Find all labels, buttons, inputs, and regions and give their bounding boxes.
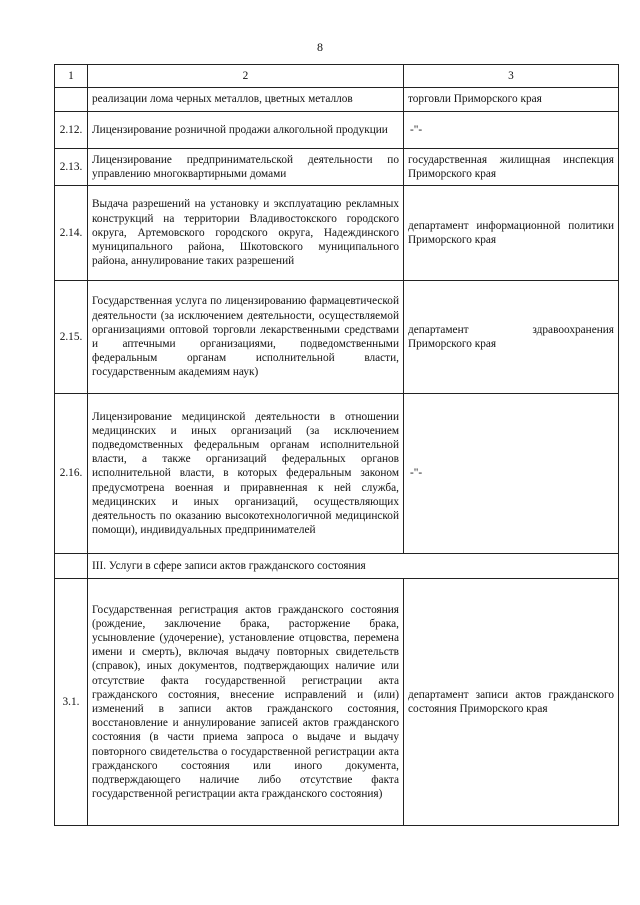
column-header-agency: 3: [404, 65, 619, 88]
table-row: [55, 281, 619, 394]
service-description: Выдача разрешений на установку и эксплуатацию рекламных конструкций на территории Владивостокского городского округа, Артемовского городского округа, Надеждинского муниципального района, Шкотовского муниципального района, аннулирование таких разрешений: [88, 186, 404, 281]
service-description: реализации лома черных металлов, цветных металлов: [88, 88, 404, 112]
responsible-agency: департамент здравоохранения Приморского края: [404, 281, 619, 394]
ditto-mark: -"-: [410, 467, 423, 480]
column-header-number: 1: [55, 65, 88, 88]
row-number: 2.13.: [55, 149, 88, 186]
services-table: [54, 64, 619, 826]
row-number: 2.15.: [55, 281, 88, 394]
row-number: 2.16.: [55, 394, 88, 554]
table-row: [55, 579, 619, 826]
service-description: Лицензирование медицинской деятельности в отношении медицинских и иных организаций (за исключением подведомственных федеральным органам исполнительной власти, а также организаций федеральных органов исполнительной власти, в которых федеральным законом предусмотрена военная и приравненная к ней служба, медицинских и иных организаций, осуществляющих деятельность по оказанию высокотехнологичной медицинской помощи), индивидуальных предпринимателей: [88, 394, 404, 554]
row-number: [55, 88, 88, 112]
table-row: [55, 88, 619, 112]
row-number: 2.14.: [55, 186, 88, 281]
responsible-agency: государственная жилищная инспекция Приморского края: [404, 149, 619, 186]
service-description: Государственная услуга по лицензированию фармацевтической деятельности (за исключением деятельности, осуществляемой организациями оптовой торговли лекарственными средствами и аптечными организациями, подведомственными федеральным органам исполнительной власти, государственным академиям наук): [88, 281, 404, 394]
table-row: [55, 149, 619, 186]
responsible-agency: [404, 394, 619, 554]
page-number: 8: [317, 40, 323, 54]
responsible-agency: торговли Приморского края: [404, 88, 619, 112]
row-number: 2.12.: [55, 112, 88, 149]
responsible-agency: [404, 112, 619, 149]
section-row: [55, 554, 619, 579]
column-header-service: 2: [88, 65, 404, 88]
service-description: Лицензирование предпринимательской деятельности по управлению многоквартирными домами: [88, 149, 404, 186]
ditto-mark: -"-: [410, 123, 423, 136]
responsible-agency: департамент информационной политики Приморского края: [404, 186, 619, 281]
service-description: Государственная регистрация актов гражданского состояния (рождение, заключение брака, расторжение брака, усыновление (удочерение), установление отцовства, перемена имени и смерть), включая выдачу повторных свидетельств (справок), иных документов, подтверждающих наличие или отсутствие факта государственной регистрации акта гражданского состояния, внесение исправлений и (или) изменений в записи актов гражданского состояния, восстановление и аннулирование записей актов гражданского состояния (в части приема запроса о выдаче и выдачу повторного свидетельства о государственной регистрации акта гражданского состояния или иного документа, подтверждающего наличие либо отсутствие факта государственной регистрации акта гражданского состояния): [88, 579, 404, 826]
service-description: Лицензирование розничной продажи алкогольной продукции: [88, 112, 404, 149]
section-number-cell: [55, 554, 88, 579]
section-heading: III. Услуги в сфере записи актов гражданского состояния: [88, 554, 619, 579]
responsible-agency: департамент записи актов гражданского состояния Приморского края: [404, 579, 619, 826]
table-row: [55, 186, 619, 281]
row-number: 3.1.: [55, 579, 88, 826]
table-row: [55, 112, 619, 149]
table-header-row: [55, 65, 619, 88]
table-row: [55, 394, 619, 554]
